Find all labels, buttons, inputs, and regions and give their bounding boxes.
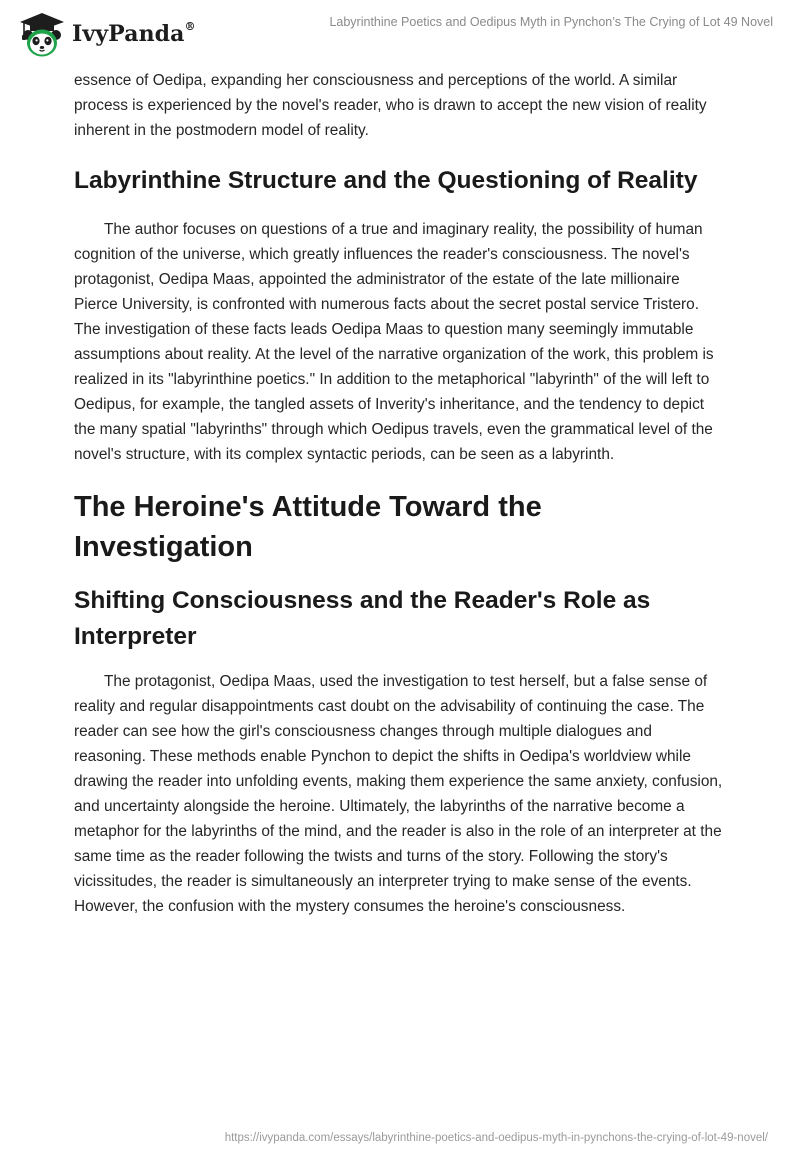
source-url[interactable]: https://ivypanda.com/essays/labyrinthine-poetics-and-oedipus-myth-in-pynchons-the-crying-of-lot-49-novel/ [224,1132,768,1144]
brand-logo[interactable] [14,8,196,60]
brand-name-text: IvyPanda [72,21,185,47]
intro-paragraph: essence of Oedipa, expanding her consciousness and perceptions of the world. A similar process is experienced by the novel's reader, who is drawn to accept the new vision of reality inherent in the postmodern model of reality. [74,72,707,139]
article-body [74,68,726,919]
section2-paragraph: The protagonist, Oedipa Maas, used the investigation to test herself, but a false sense of reality and regular disappointments cast doubt on the advisability of continuing the case. The reader can see how the girl's consciousness changes through multiple dialogues and reasoning. These methods enable Pynchon to depict the shifts in Oedipa's worldview while drawing the reader into unfolding events, making them experience the same anxiety, confusion, and uncertainty alongside the heroine. Ultimately, the labyrinths of the narrative become a metaphor for the labyrinths of the mind, and the reader is also in the role of an interpreter at the same time as the reader following the twists and turns of the story. Following the story's vicissitudes, the reader is simultaneously an interpreter trying to make sense of the events. However, the confusion with the mystery consumes the heroine's consciousness. [74,673,723,915]
graduation-panda-icon [14,8,70,60]
main-heading: The Heroine's Attitude Toward the Investigation [74,491,542,563]
section2-heading: Shifting Consciousness and the Reader's Role as Interpreter [74,587,651,650]
section1-paragraph: The author focuses on questions of a true and imaginary reality, the possibility of human cognition of the universe, which greatly influences the reader's consciousness. The novel's protagonist, Oedipa Maas, appointed the administrator of the estate of the late millionaire Pierce University, is confronted with numerous facts about the secret postal service Tristero. The investigation of these facts leads Oedipa Maas to question many seemingly immutable assumptions about reality. At the level of the narrative organization of the work, this problem is realized in its "labyrinthine poetics." In addition to the metaphorical "labyrinth" of the will left to Oedipus, for example, the tangled assets of Inverity's inheritance, and the tendency to depict the many spatial "labyrinths" through which Oedipus travels, even the grammatical level of the novel's structure, with its complex syntactic periods, can be seen as a labyrinth. [74,221,714,463]
registered-mark: ® [184,19,196,33]
page-header [0,0,800,64]
document-title: Labyrinthine Poetics and Oedipus Myth in Pynchon’s The Crying of Lot 49 Novel [329,15,773,29]
brand-name [72,21,196,47]
section1-heading: Labyrinthine Structure and the Questioning of Reality [74,167,698,194]
